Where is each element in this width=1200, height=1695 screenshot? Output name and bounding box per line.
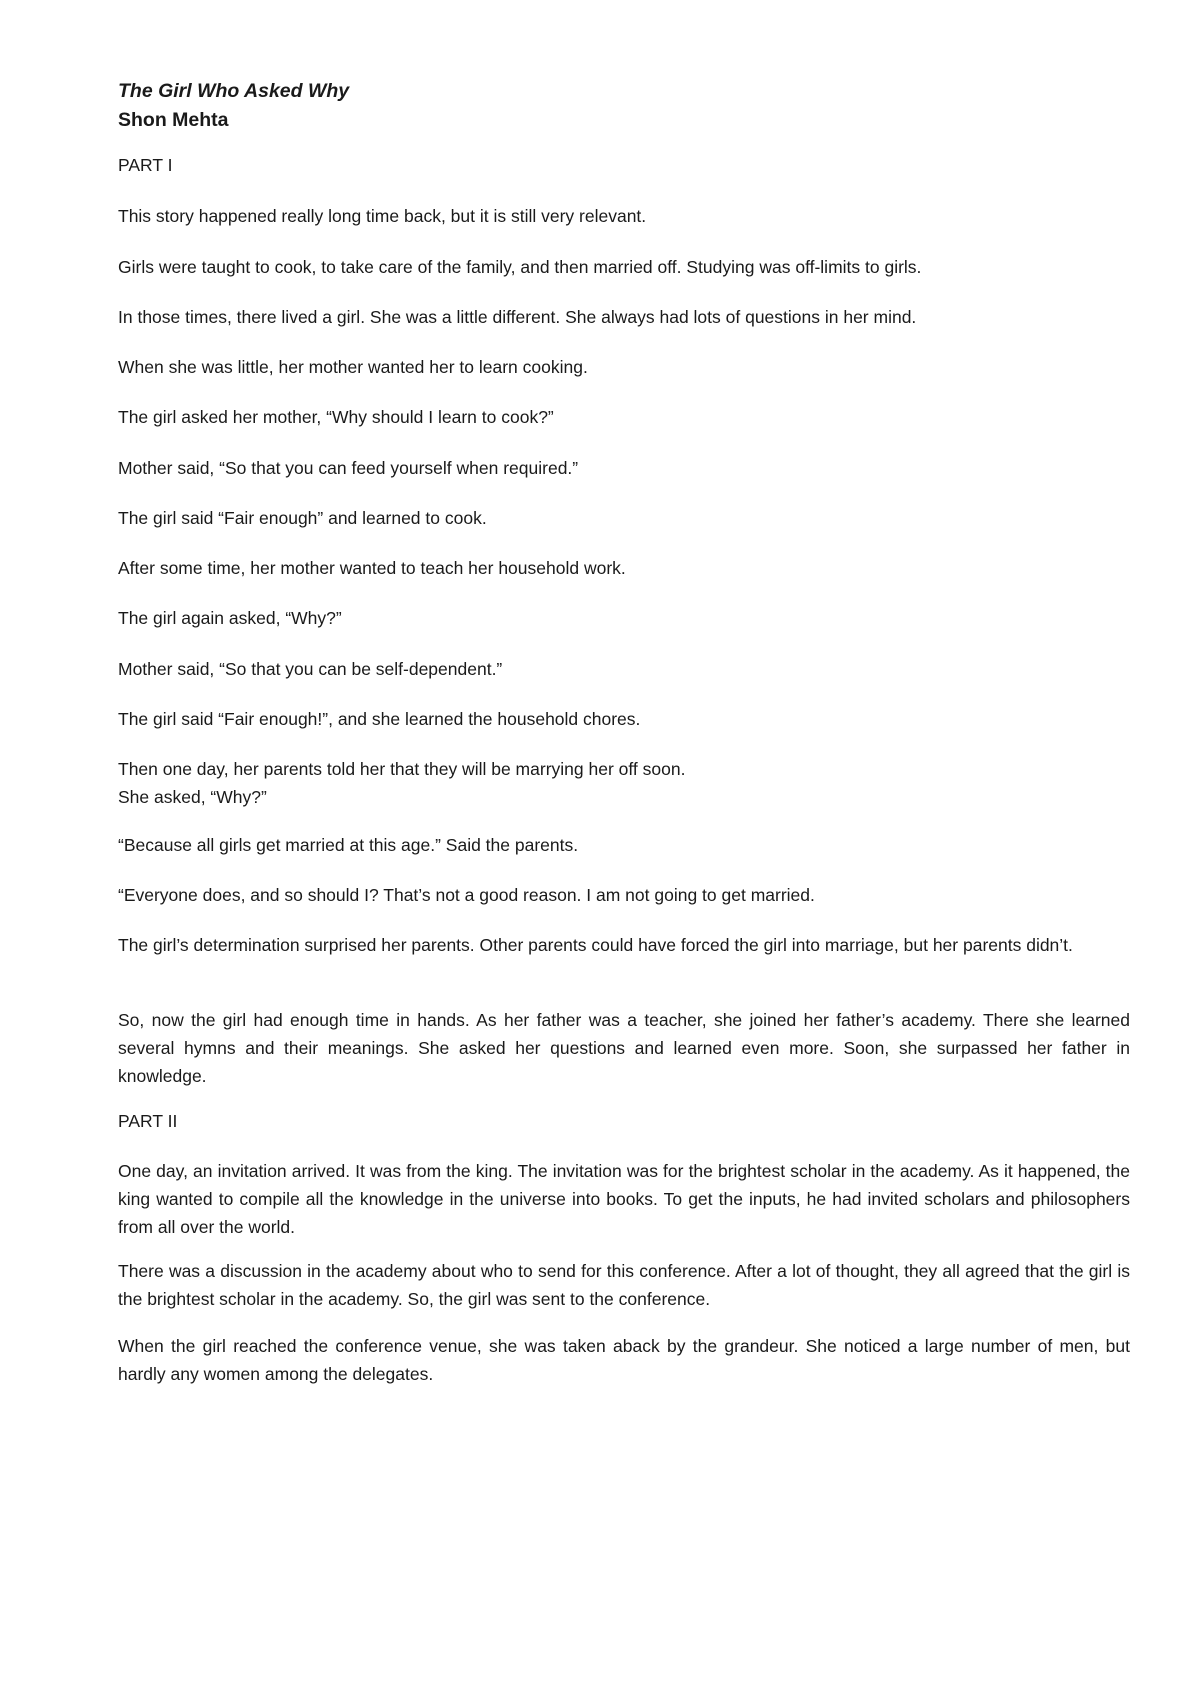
paragraph-16: So, now the girl had enough time in hands. As her father was a teacher, she joined her father’s academy. There she learned several hymns and their meanings. She asked her questions and learned even more. Soon, she surpassed her father in knowledge. bbox=[118, 1010, 1130, 1086]
story-title: The Girl Who Asked Why bbox=[118, 80, 350, 102]
paragraph-17: One day, an invitation arrived. It was from the king. The invitation was for the brightest scholar in the academy. As it happened, the king wanted to compile all the knowledge in the universe into books. To get the inputs, he had invited scholars and philosophers from all over the world. bbox=[118, 1161, 1130, 1237]
part-1-heading: PART I bbox=[118, 155, 173, 175]
paragraph-10: Mother said, “So that you can be self-dependent.” bbox=[118, 659, 503, 679]
paragraph-13: “Because all girls get married at this age.” Said the parents. bbox=[118, 835, 579, 855]
author-name: Shon Mehta bbox=[118, 109, 229, 131]
paragraph-12-line-2: She asked, “Why?” bbox=[118, 787, 267, 807]
paragraph-14: “Everyone does, and so should I? That’s not a good reason. I am not going to get married. bbox=[118, 885, 815, 905]
paragraph-6: Mother said, “So that you can feed yourself when required.” bbox=[118, 458, 579, 478]
paragraph-19: When the girl reached the conference venue, she was taken aback by the grandeur. She noticed a large number of men, but hardly any women among the delegates. bbox=[118, 1336, 1130, 1384]
paragraph-15: The girl’s determination surprised her parents. Other parents could have forced the girl into marriage, but her parents didn’t. bbox=[118, 935, 1073, 955]
paragraph-3: In those times, there lived a girl. She was a little different. She always had lots of questions in her mind. bbox=[118, 307, 917, 327]
paragraph-4: When she was little, her mother wanted her to learn cooking. bbox=[118, 357, 588, 377]
paragraph-12 bbox=[118, 755, 1130, 811]
paragraph-5: The girl asked her mother, “Why should I learn to cook?” bbox=[118, 407, 554, 427]
paragraph-18: There was a discussion in the academy about who to send for this conference. After a lot of thought, they all agreed that the girl is the brightest scholar in the academy. So, the girl was sent to the conference. bbox=[118, 1261, 1130, 1309]
part-2-heading: PART II bbox=[118, 1111, 178, 1131]
paragraph-7: The girl said “Fair enough” and learned to cook. bbox=[118, 508, 487, 528]
paragraph-1: This story happened really long time back, but it is still very relevant. bbox=[118, 206, 647, 226]
paragraph-2: Girls were taught to cook, to take care of the family, and then married off. Studying was off-limits to girls. bbox=[118, 257, 922, 277]
paragraph-12-line-1: Then one day, her parents told her that they will be marrying her off soon. bbox=[118, 759, 686, 779]
paragraph-9: The girl again asked, “Why?” bbox=[118, 608, 342, 628]
paragraph-11: The girl said “Fair enough!”, and she learned the household chores. bbox=[118, 709, 641, 729]
paragraph-8: After some time, her mother wanted to teach her household work. bbox=[118, 558, 626, 578]
